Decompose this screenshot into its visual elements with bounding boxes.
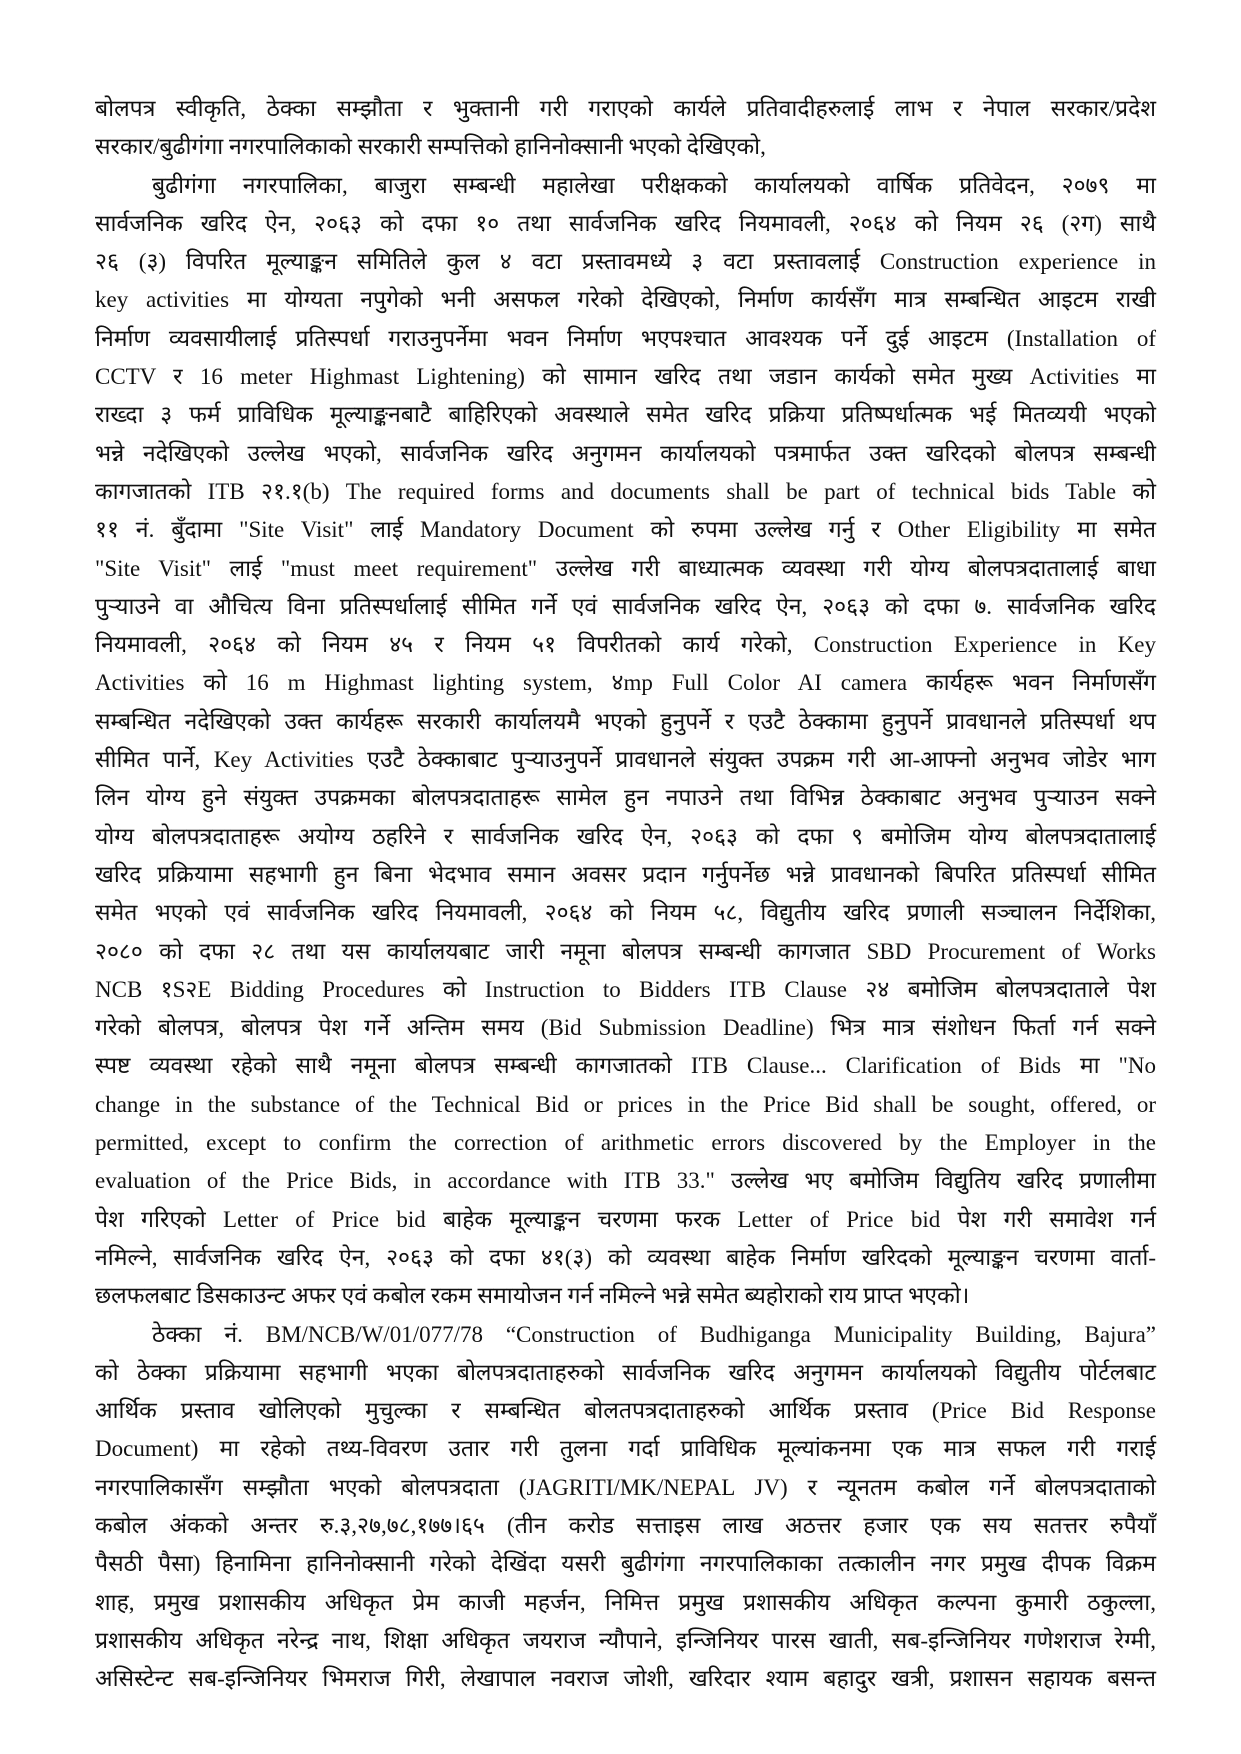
text-block: [95, 90, 1156, 1698]
text-line-p3-5: नगरपालिकासँग सम्झौता भएको बोलपत्रदाता (JAGRITI/MK/NEPAL JV) र न्यूनतम कबोल गर्ने बोलपत्रदाताको: [95, 1474, 1156, 1500]
text-line-p2-19: खरिद प्रक्रियामा सहभागी हुन बिना भेदभाव समान अवसर प्रदान गर्नुपर्नेछ भन्ने प्रावधानको बिपरित प्रतिस्पर्धा सीमित: [95, 861, 1156, 887]
text-line-p2-13: नियमावली, २०६४ को नियम ४५ र नियम ५१ विपरीतको कार्य गरेको, Construction Experience in Key: [95, 632, 1156, 658]
text-line-p2-22: NCB १S२E Bidding Procedures को Instruction to Bidders ITB Clause २४ बमोजिम बोलपत्रदाताले पेश: [95, 976, 1156, 1002]
text-line-p2-21: २०८० को दफा २८ तथा यस कार्यालयबाट जारी नमूना बोलपत्र सम्बन्धी कागजात SBD Procurement of Works: [95, 938, 1156, 964]
text-line-p3-6: कबोल अंकको अन्तर रु.३,२७,७८,१७७।६५ (तीन करोड सत्ताइस लाख अठत्तर हजार एक सय सतत्तर रुपैयाँ: [95, 1512, 1156, 1538]
text-line-p3-4: Document) मा रहेको तथ्य-विवरण उतार गरी तुलना गर्दा प्राविधिक मूल्यांकनमा एक मात्र सफल गरी गराई: [95, 1436, 1156, 1462]
text-line-p3-7: पैसठी पैसा) हिनामिना हानिनोक्सानी गरेको देखिंदा यसरी बुढीगंगा नगरपालिकाका तत्कालीन नगर प्रमुख दीपक विक्रम: [95, 1551, 1156, 1577]
text-line-p2-2: सार्वजनिक खरिद ऐन, २०६३ को दफा १० तथा सार्वजनिक खरिद नियमावली, २०६४ को नियम २६ (२ग) साथै: [95, 210, 1156, 236]
text-line-p2-9: कागजातको ITB २१.१(b) The required forms and documents shall be part of technical bids Table को: [95, 478, 1156, 504]
text-line-p2-5: निर्माण व्यवसायीलाई प्रतिस्पर्धा गराउनुपर्नेमा भवन निर्माण भएपश्चात आवश्यक पर्ने दुई आइटम (Installation of: [95, 325, 1156, 351]
text-line-p3-2: को ठेक्का प्रक्रियामा सहभागी भएका बोलपत्रदाताहरुको सार्वजनिक खरिद अनुगमन कार्यालयको विद्युतीय पोर्टलबाट: [95, 1359, 1156, 1385]
text-line-p2-23: गरेको बोलपत्र, बोलपत्र पेश गर्ने अन्तिम समय (Bid Submission Deadline) भित्र मात्र संशोधन फिर्ता गर्न सक्ने: [95, 1015, 1156, 1041]
text-line-p2-29: नमिल्ने, सार्वजनिक खरिद ऐन, २०६३ को दफा ४१(३) को व्यवस्था बाहेक निर्माण खरिदको मूल्याङ्कन चरणमा वार्ता-: [95, 1244, 1156, 1270]
text-line-p3-8: शाह, प्रमुख प्रशासकीय अधिकृत प्रेम काजी महर्जन, निमित्त प्रमुख प्रशासकीय अधिकृत कल्पना कुमारी ठकुल्ला,: [95, 1589, 1156, 1615]
text-line-p2-26: permitted, except to confirm the correction of arithmetic errors discovered by the Employer in the: [95, 1130, 1156, 1156]
text-line-p2-10: ११ नं. बुँदामा "Site Visit" लाई Mandatory Document को रुपमा उल्लेख गर्नु र Other Eligibility मा समेत: [95, 517, 1156, 543]
text-line-p3-1: ठेक्का नं. BM/NCB/W/01/077/78 “Construction of Budhiganga Municipality Building, Bajura”: [152, 1321, 1156, 1347]
text-line-p2-17: लिन योग्य हुने संयुक्त उपक्रमका बोलपत्रदाताहरू सामेल हुन नपाउने तथा विभिन्न ठेक्काबाट अनुभव पुऱ्याउन सक्ने: [95, 785, 1156, 811]
text-line-p2-12: पुऱ्याउने वा औचित्य विना प्रतिस्पर्धालाई सीमित गर्ने एवं सार्वजनिक खरिद ऐन, २०६३ को दफा ७. सार्वजनिक खरिद: [95, 593, 1156, 619]
text-line-p2-1: बुढीगंगा नगरपालिका, बाजुरा सम्बन्धी महालेखा परीक्षकको कार्यालयको वार्षिक प्रतिवेदन, २०७९ मा: [152, 172, 1156, 198]
text-line-p2-11: "Site Visit" लाई "must meet requirement" उल्लेख गरी बाध्यात्मक व्यवस्था गरी योग्य बोलपत्रदातालाई बाधा: [95, 555, 1156, 581]
text-line-p2-25: change in the substance of the Technical Bid or prices in the Price Bid shall be sought, offered, or: [95, 1091, 1156, 1117]
text-line-p2-30: छलफलबाट डिसकाउन्ट अफर एवं कबोल रकम समायोजन गर्न नमिल्ने भन्ने समेत ब्यहोराको राय प्राप्त भएको।: [95, 1283, 970, 1309]
text-line-p1-1: बोलपत्र स्वीकृति, ठेक्का सम्झौता र भुक्तानी गरी गराएको कार्यले प्रतिवादीहरुलाई लाभ र नेपाल सरकार/प्रदेश: [95, 96, 1156, 121]
text-line-p3-10: असिस्टेन्ट सब-इन्जिनियर भिमराज गिरी, लेखापाल नवराज जोशी, खरिदार श्याम बहादुर खत्री, प्रशासन सहायक बसन्त: [95, 1666, 1156, 1692]
text-line-p1-2: सरकार/बुढीगंगा नगरपालिकाको सरकारी सम्पत्तिको हानिनोक्सानी भएको देखिएको,: [95, 134, 766, 160]
text-line-p3-9: प्रशासकीय अधिकृत नरेन्द्र नाथ, शिक्षा अधिकृत जयराज न्यौपाने, इन्जिनियर पारस खाती, सब-इन्जिनियर गणेशराज रेग्मी,: [95, 1627, 1156, 1653]
text-line-p2-27: evaluation of the Price Bids, in accordance with ITB 33." उल्लेख भए बमोजिम विद्युतिय खरिद प्रणालीमा: [95, 1168, 1156, 1194]
text-line-p2-4: key activities मा योग्यता नपुगेको भनी असफल गरेको देखिएको, निर्माण कार्यसँग मात्र सम्बन्धित आइटम राखी: [95, 287, 1156, 313]
text-line-p2-14: Activities को 16 m Highmast lighting system, ४mp Full Color AI camera कार्यहरू भवन निर्माणसँग: [95, 670, 1156, 696]
text-line-p2-18: योग्य बोलपत्रदाताहरू अयोग्य ठहरिने र सार्वजनिक खरिद ऐन, २०६३ को दफा ९ बमोजिम योग्य बोलपत्रदातालाई: [95, 823, 1156, 849]
text-line-p2-7: राख्दा ३ फर्म प्राविधिक मूल्याङ्कनबाटै बाहिरिएको अवस्थाले समेत खरिद प्रक्रिया प्रतिष्पर्धात्मक भई मितव्ययी भएको: [95, 402, 1156, 428]
text-line-p2-8: भन्ने नदेखिएको उल्लेख भएको, सार्वजनिक खरिद अनुगमन कार्यालयको पत्रमार्फत उक्त खरिदको बोलपत्र सम्बन्धी: [95, 440, 1156, 466]
text-line-p3-3: आर्थिक प्रस्ताव खोलिएको मुचुल्का र सम्बन्धित बोलतपत्रदाताहरुको आर्थिक प्रस्ताव (Price Bid Response: [95, 1398, 1156, 1424]
text-line-p2-28: पेश गरिएको Letter of Price bid बाहेक मूल्याङ्कन चरणमा फरक Letter of Price bid पेश गरी समावेश गर्न: [95, 1206, 1156, 1232]
text-line-p2-3: २६ (३) विपरित मूल्याङ्कन समितिले कुल ४ वटा प्रस्तावमध्ये ३ वटा प्रस्तावलाई Construction experience in: [95, 249, 1156, 275]
text-line-p2-15: सम्बन्धित नदेखिएको उक्त कार्यहरू सरकारी कार्यालयमै भएको हुनुपर्ने र एउटै ठेक्कामा हुनुपर्ने प्रावधानले प्रतिस्पर्धा थप: [95, 708, 1156, 734]
text-line-p2-6: CCTV र 16 meter Highmast Lightening) को सामान खरिद तथा जडान कार्यको समेत मुख्य Activities मा: [95, 364, 1156, 390]
text-line-p2-20: समेत भएको एवं सार्वजनिक खरिद नियमावली, २०६४ को नियम ५८, विद्युतीय खरिद प्रणाली सञ्चालन निर्देशिका,: [95, 900, 1156, 926]
text-line-p2-24: स्पष्ट व्यवस्था रहेको साथै नमूना बोलपत्र सम्बन्धी कागजातको ITB Clause... Clarification of Bids मा "No: [95, 1053, 1156, 1079]
text-line-p2-16: सीमित पार्ने, Key Activities एउटै ठेक्काबाट पुऱ्याउनुपर्ने प्रावधानले संयुक्त उपक्रम गरी आ-आफ्नो अनुभव जोडेर भाग: [95, 747, 1156, 773]
